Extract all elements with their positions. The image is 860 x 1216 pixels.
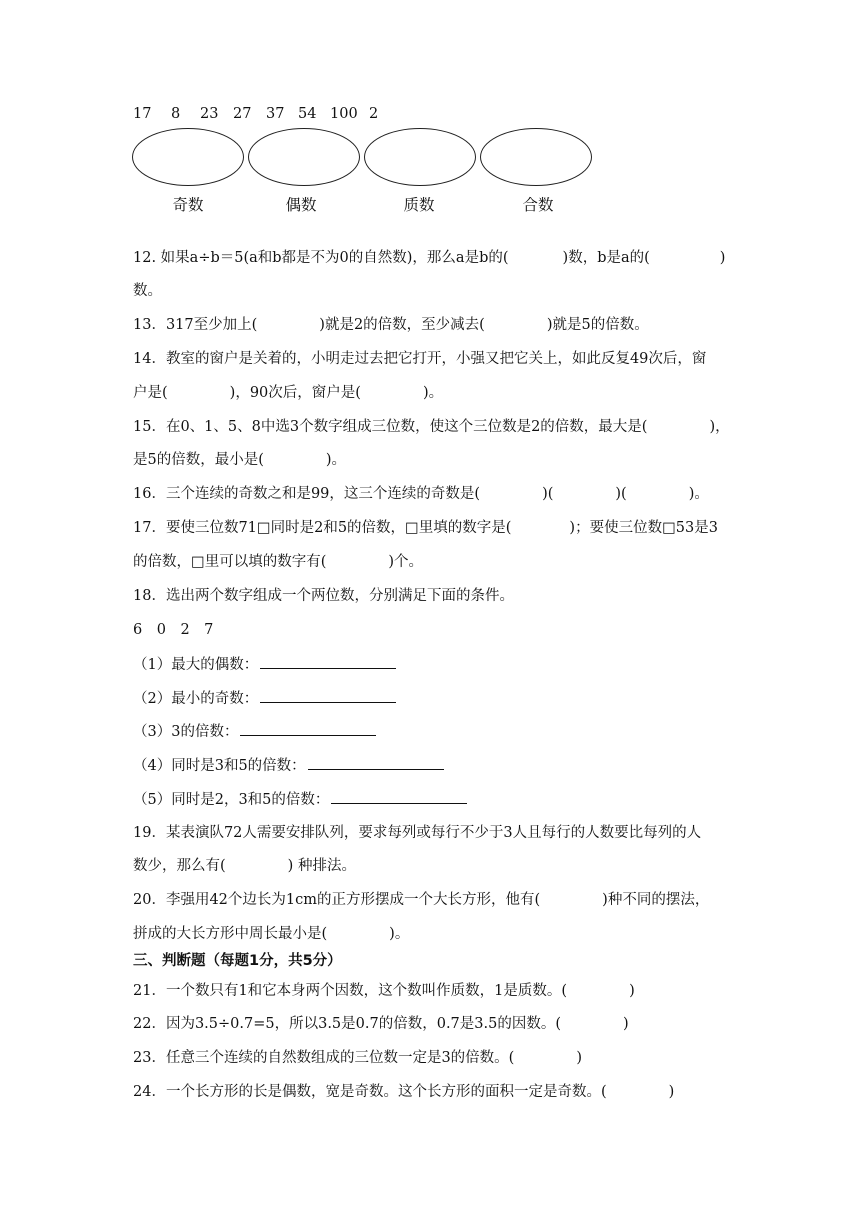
question-19-line2: 数少，那么有( ) 种排法。 (133, 858, 356, 874)
number-item: 27 (233, 106, 252, 122)
question-17-line1: 17．要使三位数71□同时是2和5的倍数，□里填的数字是( )；要使三位数□53是3 (133, 520, 718, 536)
question-19-line1: 19．某表演队72人需要安排队列，要求每列或每行不少于3人且每行的人数要比每列的人 (133, 825, 702, 841)
question-18-item-3: （3）3的倍数： (133, 721, 376, 742)
oval-label-odd: 奇数 (172, 196, 204, 214)
question-18-item-5: （5）同时是2，3和5的倍数： (133, 789, 467, 810)
question-23: 23．任意三个连续的自然数组成的三位数一定是3的倍数。( ) (133, 1050, 583, 1066)
question-15-line2: 是5的倍数，最小是( )。 (133, 452, 347, 468)
question-20-line1: 20．李强用42个边长为1cm的正方形摆成一个大长方形，他有( )种不同的摆法， (133, 892, 710, 908)
answer-line[interactable] (331, 789, 467, 804)
question-13: 13．317至少加上( )就是2的倍数，至少减去( )就是5的倍数。 (133, 317, 649, 333)
oval-label-prime: 质数 (403, 196, 435, 214)
question-17-line2: 的倍数，□里可以填的数字有( )个。 (133, 554, 424, 570)
question-12-line1: 12. 如果a÷b＝5(a和b都是不为0的自然数)，那么a是b的( )数，b是a的( ) (133, 250, 726, 266)
question-14-line1: 14．教室的窗户是关着的，小明走过去把它打开，小强又把它关上，如此反复49次后，窗 (133, 351, 707, 367)
number-item: 100 (330, 106, 358, 122)
number-item: 23 (200, 106, 219, 122)
oval-composite (480, 128, 592, 186)
answer-line[interactable] (308, 755, 444, 770)
question-18-title: 18．选出两个数字组成一个两位数，分别满足下面的条件。 (133, 588, 514, 604)
oval-label-composite: 合数 (522, 196, 554, 214)
number-item: 8 (171, 106, 181, 122)
question-18-digits: 6 0 2 7 (133, 622, 214, 638)
number-item: 17 (133, 106, 152, 122)
answer-line[interactable] (260, 654, 396, 669)
question-16: 16．三个连续的奇数之和是99，这三个连续的奇数是( )( )( )。 (133, 486, 709, 502)
question-14-line2: 户是( )，90次后，窗户是( )。 (133, 385, 444, 401)
question-18-item-2: （2）最小的奇数： (133, 688, 396, 709)
question-24: 24．一个长方形的长是偶数，宽是奇数。这个长方形的面积一定是奇数。( ) (133, 1084, 675, 1100)
number-item: 37 (266, 106, 285, 122)
oval-odd (132, 128, 244, 186)
question-21: 21．一个数只有1和它本身两个因数，这个数叫作质数，1是质数。( ) (133, 983, 635, 999)
answer-line[interactable] (260, 688, 396, 703)
classification-ovals (132, 128, 602, 192)
question-18-item-1: （1）最大的偶数： (133, 654, 396, 675)
number-item: 2 (369, 106, 379, 122)
question-22: 22．因为3.5÷0.7=5，所以3.5是0.7的倍数，0.7是3.5的因数。( ) (133, 1016, 629, 1032)
question-12-line2: 数。 (133, 283, 162, 299)
section-3-heading: 三、判断题（每题1分，共5分） (133, 953, 342, 969)
oval-label-even: 偶数 (285, 196, 317, 214)
oval-even (248, 128, 360, 186)
oval-prime (364, 128, 476, 186)
question-18-item-4: （4）同时是3和5的倍数： (133, 755, 444, 776)
answer-line[interactable] (240, 721, 376, 736)
number-item: 54 (298, 106, 317, 122)
question-15-line1: 15．在0、1、5、8中选3个数字组成三位数，使这个三位数是2的倍数，最大是( )， (133, 419, 730, 435)
question-20-line2: 拼成的大长方形中周长最小是( )。 (133, 926, 410, 942)
